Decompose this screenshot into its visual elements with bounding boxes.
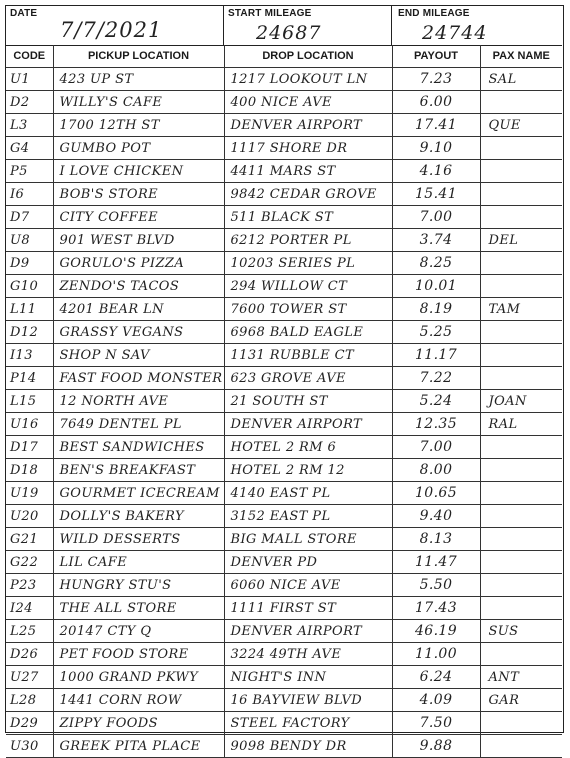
drop-location: 1131 RUBBLE CT <box>224 344 392 367</box>
payout-value: 7.00 <box>392 206 480 229</box>
trip-log-sheet <box>5 5 564 754</box>
payout-value: 15.41 <box>392 183 480 206</box>
table-row <box>6 436 562 459</box>
row-code: U8 <box>6 229 53 252</box>
payout-value: 4.16 <box>392 160 480 183</box>
row-code: L25 <box>6 620 53 643</box>
table-row <box>6 597 562 620</box>
table-row <box>6 344 562 367</box>
pax-name <box>480 183 562 206</box>
row-code: D7 <box>6 206 53 229</box>
pax-name <box>480 597 562 620</box>
pickup-location: ZENDO'S TACOS <box>53 275 224 298</box>
pickup-location: THE ALL STORE <box>53 597 224 620</box>
row-code: G22 <box>6 551 53 574</box>
pickup-location: BEST SANDWICHES <box>53 436 224 459</box>
drop-location: 1111 FIRST ST <box>224 597 392 620</box>
pax-name: TAM <box>480 298 562 321</box>
pickup-location: WILLY'S CAFE <box>53 91 224 114</box>
row-code: I24 <box>6 597 53 620</box>
end-mileage-value: 24744 <box>422 22 488 44</box>
pax-name: DEL <box>480 229 562 252</box>
drop-location: 7600 TOWER ST <box>224 298 392 321</box>
pickup-location: GOURMET ICECREAM <box>53 482 224 505</box>
drop-location: BIG MALL STORE <box>224 528 392 551</box>
payout-value: 11.00 <box>392 643 480 666</box>
pickup-location: PET FOOD STORE <box>53 643 224 666</box>
drop-location: 9098 BENDY DR <box>224 735 392 758</box>
payout-value: 11.47 <box>392 551 480 574</box>
table-row <box>6 666 562 689</box>
pax-name <box>480 91 562 114</box>
drop-location: 3224 49TH AVE <box>224 643 392 666</box>
pax-name <box>480 643 562 666</box>
table-row <box>6 528 562 551</box>
payout-value: 9.88 <box>392 735 480 758</box>
pax-name <box>480 436 562 459</box>
log-header <box>6 6 562 46</box>
drop-location: 6212 PORTER PL <box>224 229 392 252</box>
drop-location: 1117 SHORE DR <box>224 137 392 160</box>
pickup-location: BOB'S STORE <box>53 183 224 206</box>
payout-value: 7.00 <box>392 436 480 459</box>
table-row <box>6 206 562 229</box>
pickup-location: 4201 BEAR LN <box>53 298 224 321</box>
table-header-row <box>6 45 562 68</box>
payout-value: 10.01 <box>392 275 480 298</box>
pickup-location: GUMBO POT <box>53 137 224 160</box>
row-code: L3 <box>6 114 53 137</box>
row-code: L11 <box>6 298 53 321</box>
row-code: U19 <box>6 482 53 505</box>
payout-value: 17.41 <box>392 114 480 137</box>
row-code: G4 <box>6 137 53 160</box>
pickup-location: 1441 CORN ROW <box>53 689 224 712</box>
table-row <box>6 298 562 321</box>
column-header-payout: PAYOUT <box>392 45 480 68</box>
column-header-drop: DROP LOCATION <box>224 45 392 68</box>
drop-location: 1217 LOOKOUT LN <box>224 68 392 91</box>
column-header-code: CODE <box>6 45 53 68</box>
table-row <box>6 482 562 505</box>
table-row <box>6 689 562 712</box>
pickup-location: DOLLY'S BAKERY <box>53 505 224 528</box>
table-row <box>6 68 562 91</box>
table-row <box>6 321 562 344</box>
pickup-location: WILD DESSERTS <box>53 528 224 551</box>
payout-value: 11.17 <box>392 344 480 367</box>
row-code: G10 <box>6 275 53 298</box>
payout-value: 5.24 <box>392 390 480 413</box>
pax-name: SUS <box>480 620 562 643</box>
table-row <box>6 505 562 528</box>
payout-value: 8.00 <box>392 459 480 482</box>
pickup-location: ZIPPY FOODS <box>53 712 224 735</box>
table-row <box>6 183 562 206</box>
row-code: U16 <box>6 413 53 436</box>
payout-value: 8.25 <box>392 252 480 275</box>
pickup-location: 901 WEST BLVD <box>53 229 224 252</box>
pickup-location: BEN'S BREAKFAST <box>53 459 224 482</box>
pickup-location: I LOVE CHICKEN <box>53 160 224 183</box>
payout-value: 7.23 <box>392 68 480 91</box>
table-row <box>6 551 562 574</box>
drop-location: HOTEL 2 RM 6 <box>224 436 392 459</box>
payout-value: 7.22 <box>392 367 480 390</box>
drop-location: DENVER PD <box>224 551 392 574</box>
pickup-location: GREEK PITA PLACE <box>53 735 224 758</box>
column-header-pickup: PICKUP LOCATION <box>53 45 224 68</box>
payout-value: 6.00 <box>392 91 480 114</box>
drop-location: 400 NICE AVE <box>224 91 392 114</box>
row-code: I6 <box>6 183 53 206</box>
drop-location: DENVER AIRPORT <box>224 620 392 643</box>
drop-location: 16 BAYVIEW BLVD <box>224 689 392 712</box>
pax-name <box>480 551 562 574</box>
drop-location: 9842 CEDAR GROVE <box>224 183 392 206</box>
payout-value: 8.19 <box>392 298 480 321</box>
pickup-location: 12 NORTH AVE <box>53 390 224 413</box>
row-code: P23 <box>6 574 53 597</box>
pax-name <box>480 528 562 551</box>
table-row <box>6 114 562 137</box>
pax-name <box>480 712 562 735</box>
row-code: L15 <box>6 390 53 413</box>
payout-value: 8.13 <box>392 528 480 551</box>
row-code: G21 <box>6 528 53 551</box>
payout-value: 9.10 <box>392 137 480 160</box>
pax-name: GAR <box>480 689 562 712</box>
payout-value: 4.09 <box>392 689 480 712</box>
payout-value: 5.25 <box>392 321 480 344</box>
table-row <box>6 91 562 114</box>
row-code: P5 <box>6 160 53 183</box>
pax-name: QUE <box>480 114 562 137</box>
end-mileage-label: END MILEAGE <box>398 8 470 19</box>
row-code: U27 <box>6 666 53 689</box>
pickup-location: HUNGRY STU'S <box>53 574 224 597</box>
table-row <box>6 367 562 390</box>
pickup-location: SHOP N SAV <box>53 344 224 367</box>
table-row <box>6 574 562 597</box>
date-cell <box>6 6 224 45</box>
row-code: U1 <box>6 68 53 91</box>
table-row <box>6 643 562 666</box>
pax-name: JOAN <box>480 390 562 413</box>
table-row <box>6 620 562 643</box>
row-code: P14 <box>6 367 53 390</box>
drop-location: 21 SOUTH ST <box>224 390 392 413</box>
payout-value: 10.65 <box>392 482 480 505</box>
drop-location: 3152 EAST PL <box>224 505 392 528</box>
date-label: DATE <box>10 8 38 19</box>
drop-location: 511 BLACK ST <box>224 206 392 229</box>
row-code: D18 <box>6 459 53 482</box>
drop-location: 6968 BALD EAGLE <box>224 321 392 344</box>
row-code: D2 <box>6 91 53 114</box>
row-code: I13 <box>6 344 53 367</box>
table-row <box>6 160 562 183</box>
date-value: 7/7/2021 <box>60 18 163 42</box>
payout-value: 9.40 <box>392 505 480 528</box>
drop-location: NIGHT'S INN <box>224 666 392 689</box>
pax-name <box>480 482 562 505</box>
payout-value: 6.24 <box>392 666 480 689</box>
pickup-location: 1000 GRAND PKWY <box>53 666 224 689</box>
drop-location: HOTEL 2 RM 12 <box>224 459 392 482</box>
start-mileage-label: START MILEAGE <box>228 8 312 19</box>
table-row <box>6 252 562 275</box>
pax-name <box>480 137 562 160</box>
drop-location: 4140 EAST PL <box>224 482 392 505</box>
start-mileage-value: 24687 <box>256 22 322 44</box>
start-mileage-cell <box>224 6 392 45</box>
pax-name: ANT <box>480 666 562 689</box>
payout-value: 3.74 <box>392 229 480 252</box>
trip-table <box>6 45 562 758</box>
pickup-location: 7649 DENTEL PL <box>53 413 224 436</box>
pax-name <box>480 160 562 183</box>
pickup-location: 423 UP ST <box>53 68 224 91</box>
pax-name <box>480 505 562 528</box>
row-code: D9 <box>6 252 53 275</box>
row-code: U20 <box>6 505 53 528</box>
end-mileage-cell <box>392 6 562 45</box>
pax-name <box>480 252 562 275</box>
row-code: D17 <box>6 436 53 459</box>
drop-location: STEEL FACTORY <box>224 712 392 735</box>
pax-name <box>480 459 562 482</box>
payout-value: 12.35 <box>392 413 480 436</box>
row-code: D26 <box>6 643 53 666</box>
pickup-location: FAST FOOD MONSTER <box>53 367 224 390</box>
pickup-location: CITY COFFEE <box>53 206 224 229</box>
table-row <box>6 137 562 160</box>
row-code: D29 <box>6 712 53 735</box>
table-row <box>6 229 562 252</box>
pax-name <box>480 574 562 597</box>
row-code: D12 <box>6 321 53 344</box>
pickup-location: 1700 12TH ST <box>53 114 224 137</box>
pickup-location: GORULO'S PIZZA <box>53 252 224 275</box>
payout-value: 5.50 <box>392 574 480 597</box>
pax-name <box>480 367 562 390</box>
column-header-pax-name: PAX NAME <box>480 45 562 68</box>
drop-location: 294 WILLOW CT <box>224 275 392 298</box>
pax-name <box>480 206 562 229</box>
drop-location: 623 GROVE AVE <box>224 367 392 390</box>
pickup-location: 20147 CTY Q <box>53 620 224 643</box>
table-row <box>6 413 562 436</box>
pax-name: RAL <box>480 413 562 436</box>
row-code: L28 <box>6 689 53 712</box>
table-row <box>6 390 562 413</box>
drop-location: 6060 NICE AVE <box>224 574 392 597</box>
payout-value: 17.43 <box>392 597 480 620</box>
pax-name <box>480 344 562 367</box>
payout-value: 46.19 <box>392 620 480 643</box>
table-row <box>6 459 562 482</box>
table-row <box>6 712 562 735</box>
pax-name <box>480 275 562 298</box>
pax-name <box>480 321 562 344</box>
drop-location: DENVER AIRPORT <box>224 413 392 436</box>
row-code: U30 <box>6 735 53 758</box>
pickup-location: LIL CAFE <box>53 551 224 574</box>
drop-location: DENVER AIRPORT <box>224 114 392 137</box>
table-row <box>6 275 562 298</box>
pax-name: SAL <box>480 68 562 91</box>
drop-location: 10203 SERIES PL <box>224 252 392 275</box>
pickup-location: GRASSY VEGANS <box>53 321 224 344</box>
drop-location: 4411 MARS ST <box>224 160 392 183</box>
payout-value: 7.50 <box>392 712 480 735</box>
